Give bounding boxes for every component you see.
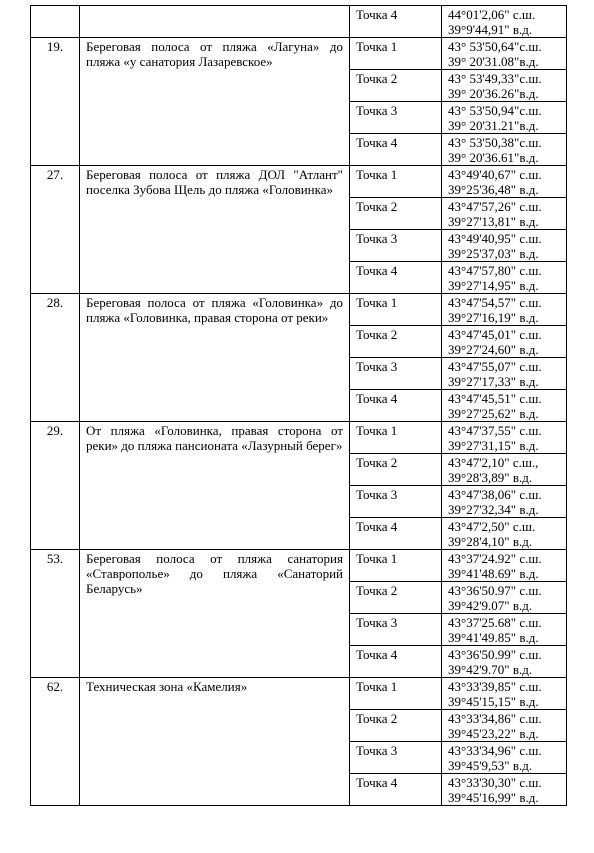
longitude: 39°45'23,22" в.д. <box>448 726 539 741</box>
point-label: Точка 2 <box>350 198 442 230</box>
section-number: 27. <box>31 166 80 294</box>
coordinates-cell <box>442 774 567 806</box>
longitude: 39°41'48.69" в.д. <box>448 566 539 581</box>
table-row <box>31 422 567 454</box>
point-label: Точка 4 <box>350 6 442 38</box>
coordinates-table <box>30 5 567 806</box>
section-number: 62. <box>31 678 80 806</box>
table-row-continuation <box>31 6 567 38</box>
coordinates-cell <box>442 294 567 326</box>
coordinates-cell <box>442 550 567 582</box>
latitude: 43°36'50.97" с.ш. <box>448 583 542 598</box>
latitude: 43° 53'50,94"с.ш. <box>448 103 542 118</box>
point-label: Точка 4 <box>350 262 442 294</box>
coordinates-cell <box>442 582 567 614</box>
coordinates-cell <box>442 230 567 262</box>
latitude: 43°47'55,07" с.ш. <box>448 359 542 374</box>
longitude: 39°27'24,60" в.д. <box>448 342 539 357</box>
point-label: Точка 3 <box>350 102 442 134</box>
coordinates-cell <box>442 486 567 518</box>
number-cell <box>31 6 80 38</box>
latitude: 43°33'34,96" с.ш. <box>448 743 542 758</box>
longitude: 39°27'14,95" в.д. <box>448 278 539 293</box>
coordinates-cell <box>442 262 567 294</box>
coordinates-cell <box>442 710 567 742</box>
longitude: 39°27'31,15" в.д. <box>448 438 539 453</box>
section-description: Береговая полоса от пляжа «Головинка» до пляжа «Головинка, правая сторона от реки» <box>80 294 350 422</box>
point-label: Точка 2 <box>350 454 442 486</box>
coordinates-cell <box>442 102 567 134</box>
description-cell <box>80 6 350 38</box>
point-label: Точка 3 <box>350 742 442 774</box>
table-row <box>31 294 567 326</box>
latitude: 43°36'50.99" с.ш. <box>448 647 542 662</box>
section-description: Береговая полоса от пляжа «Лагуна» до пляжа «у санатория Лазаревское» <box>80 38 350 166</box>
longitude: 39°27'17,33" в.д. <box>448 374 539 389</box>
longitude: 39°9'44,91" в.д. <box>448 22 533 37</box>
table-row <box>31 550 567 582</box>
point-label: Точка 1 <box>350 422 442 454</box>
section-description: Техническая зона «Камелия» <box>80 678 350 806</box>
section-description: Береговая полоса от пляжа ДОЛ "Атлант" поселка Зубова Щель до пляжа «Головинка» <box>80 166 350 294</box>
longitude: 39°27'16,19" в.д. <box>448 310 539 325</box>
point-label: Точка 2 <box>350 582 442 614</box>
section-number: 19. <box>31 38 80 166</box>
latitude: 43°47'2,50" с.ш. <box>448 519 536 534</box>
point-label: Точка 2 <box>350 70 442 102</box>
longitude: 39°45'16,99" в.д. <box>448 790 539 805</box>
longitude: 39° 20'31.08"в.д. <box>448 54 539 69</box>
coordinates-cell <box>442 326 567 358</box>
point-label: Точка 4 <box>350 518 442 550</box>
longitude: 39° 20'36.61"в.д. <box>448 150 539 165</box>
latitude: 43°47'54,57" с.ш. <box>448 295 542 310</box>
latitude: 43°49'40,67" с.ш. <box>448 167 542 182</box>
point-label: Точка 1 <box>350 38 442 70</box>
longitude: 39°45'15,15" в.д. <box>448 694 539 709</box>
latitude: 44°01'2,06" с.ш. <box>448 7 536 22</box>
coordinates-table-body <box>31 6 567 806</box>
latitude: 43°33'30,30" с.ш. <box>448 775 542 790</box>
coordinates-cell <box>442 38 567 70</box>
point-label: Точка 1 <box>350 678 442 710</box>
table-row <box>31 38 567 70</box>
longitude: 39°42'9.70" в.д. <box>448 662 533 677</box>
longitude: 39°42'9.07" в.д. <box>448 598 533 613</box>
latitude: 43°33'34,86" с.ш. <box>448 711 542 726</box>
point-label: Точка 1 <box>350 166 442 198</box>
table-row <box>31 678 567 710</box>
latitude: 43°37'25.68" с.ш. <box>448 615 542 630</box>
section-description: Береговая полоса от пляжа санатория «Ставрополье» до пляжа «Санаторий Беларусь» <box>80 550 350 678</box>
latitude: 43°47'57,26" с.ш. <box>448 199 542 214</box>
section-number: 29. <box>31 422 80 550</box>
latitude: 43°47'37,55" с.ш. <box>448 423 542 438</box>
latitude: 43°33'39,85" с.ш. <box>448 679 542 694</box>
point-label: Точка 4 <box>350 646 442 678</box>
table-row <box>31 166 567 198</box>
longitude: 39° 20'36.26"в.д. <box>448 86 539 101</box>
coordinates-cell <box>442 70 567 102</box>
coordinates-cell <box>442 614 567 646</box>
latitude: 43°47'57,80" с.ш. <box>448 263 542 278</box>
latitude: 43°47'2,10" с.ш., <box>448 455 539 470</box>
coordinates-cell <box>442 678 567 710</box>
coordinates-cell <box>442 742 567 774</box>
longitude: 39°27'25,62" в.д. <box>448 406 539 421</box>
point-label: Точка 3 <box>350 358 442 390</box>
longitude: 39°27'32,34" в.д. <box>448 502 539 517</box>
point-label: Точка 4 <box>350 774 442 806</box>
latitude: 43°47'45,01" с.ш. <box>448 327 542 342</box>
latitude: 43°47'45,51" с.ш. <box>448 391 542 406</box>
coordinates-cell <box>442 134 567 166</box>
latitude: 43° 53'50,64"с.ш. <box>448 39 542 54</box>
section-number: 53. <box>31 550 80 678</box>
point-label: Точка 4 <box>350 390 442 422</box>
coordinates-cell <box>442 518 567 550</box>
point-label: Точка 3 <box>350 614 442 646</box>
section-number: 28. <box>31 294 80 422</box>
coordinates-cell <box>442 166 567 198</box>
coordinates-cell <box>442 358 567 390</box>
latitude: 43° 53'49,33"с.ш. <box>448 71 542 86</box>
point-label: Точка 2 <box>350 326 442 358</box>
longitude: 39°45'9,53" в.д. <box>448 758 533 773</box>
point-label: Точка 1 <box>350 550 442 582</box>
longitude: 39°28'3,89" в.д. <box>448 470 533 485</box>
longitude: 39° 20'31.21"в.д. <box>448 118 539 133</box>
latitude: 43°49'40,95" с.ш. <box>448 231 542 246</box>
longitude: 39°25'37,03" в.д. <box>448 246 539 261</box>
section-description: От пляжа «Головинка, правая сторона от реки» до пляжа пансионата «Лазурный берег» <box>80 422 350 550</box>
longitude: 39°41'49.85" в.д. <box>448 630 539 645</box>
coordinates-cell <box>442 454 567 486</box>
longitude: 39°25'36,48" в.д. <box>448 182 539 197</box>
latitude: 43°37'24.92" с.ш. <box>448 551 542 566</box>
longitude: 39°28'4,10" в.д. <box>448 534 533 549</box>
coordinates-cell <box>442 198 567 230</box>
point-label: Точка 1 <box>350 294 442 326</box>
coordinates-cell <box>442 6 567 38</box>
coordinates-cell <box>442 646 567 678</box>
point-label: Точка 3 <box>350 486 442 518</box>
latitude: 43°47'38,06" с.ш. <box>448 487 542 502</box>
point-label: Точка 4 <box>350 134 442 166</box>
coordinates-cell <box>442 422 567 454</box>
point-label: Точка 2 <box>350 710 442 742</box>
latitude: 43° 53'50,38"с.ш. <box>448 135 542 150</box>
point-label: Точка 3 <box>350 230 442 262</box>
longitude: 39°27'13,81" в.д. <box>448 214 539 229</box>
coordinates-cell <box>442 390 567 422</box>
